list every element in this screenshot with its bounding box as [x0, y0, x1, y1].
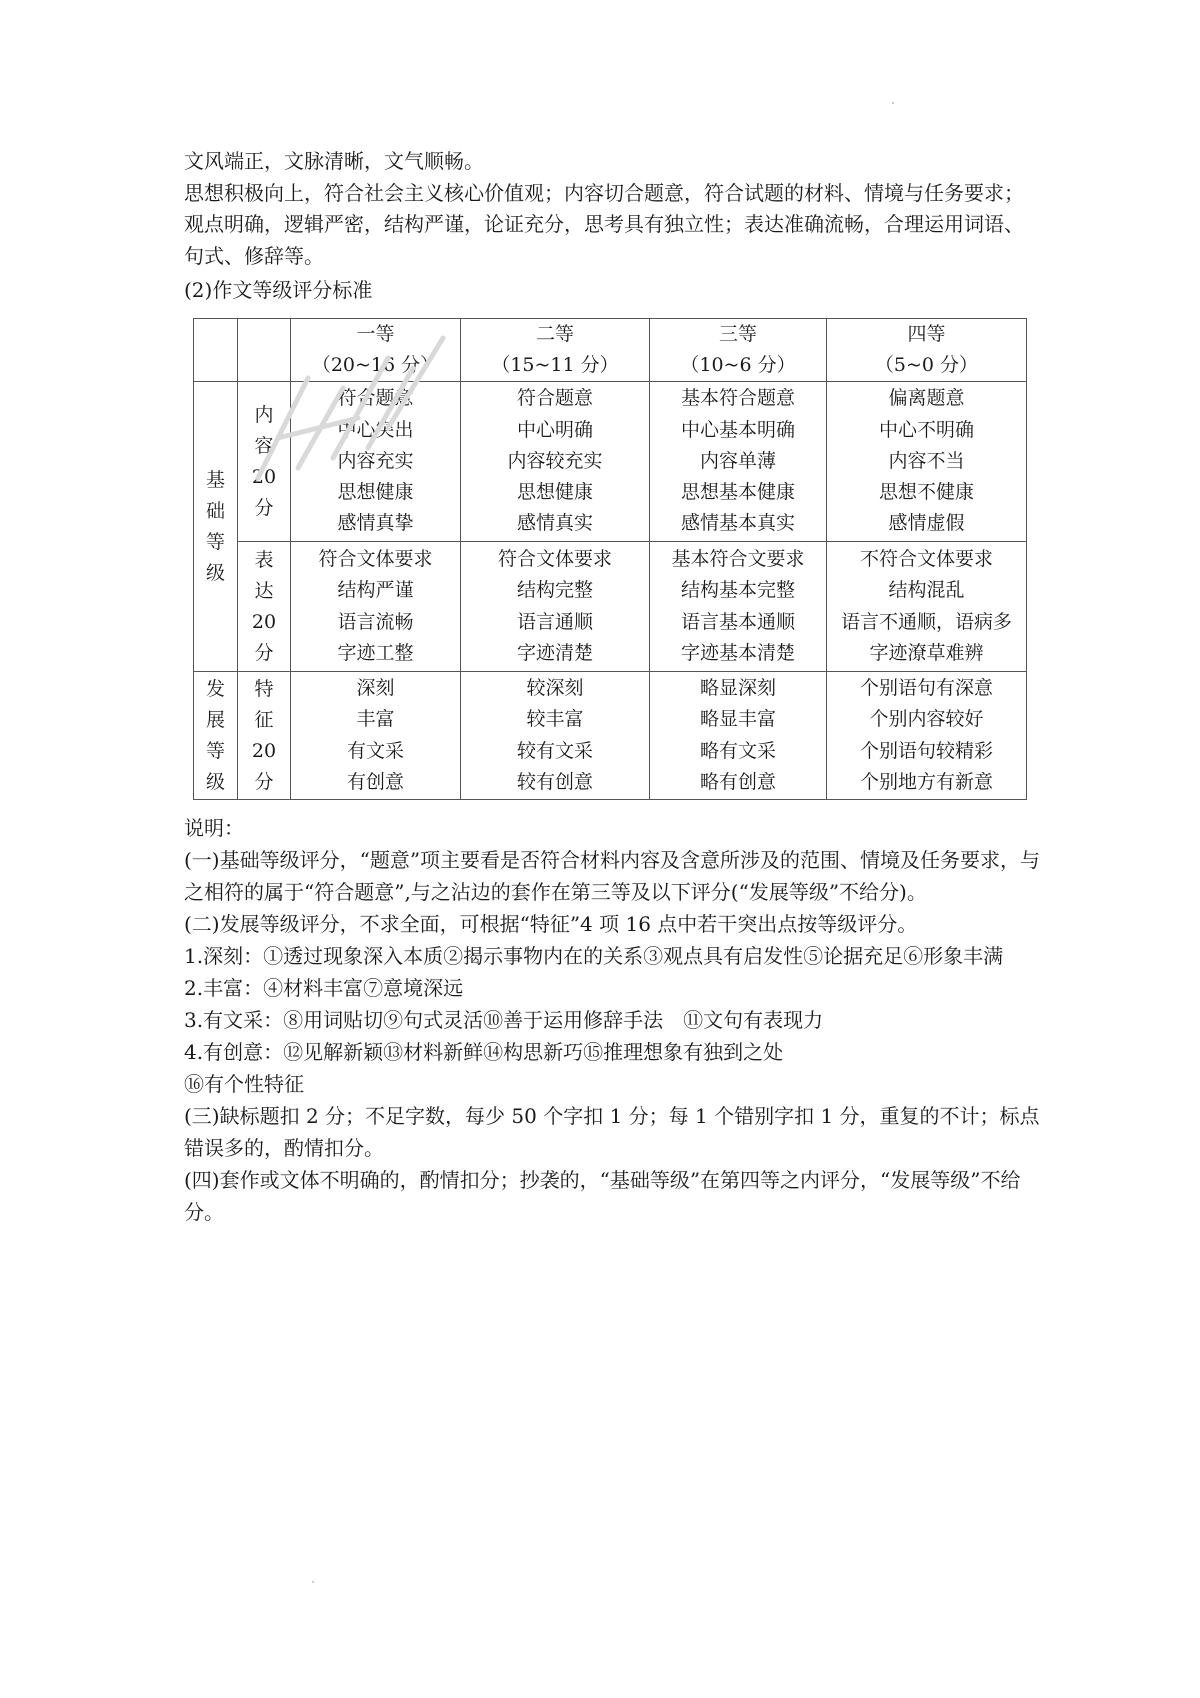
grade-header-3: 三等 （10~6 分）: [650, 319, 827, 382]
scoring-table: [193, 318, 1027, 800]
empty-corner-cell: [238, 319, 291, 382]
basic-level-label: 基 础 等 级: [194, 382, 238, 672]
feature-cell-grade-4: 个别语句有深意 个别内容较好 个别语句较精彩 个别地方有新意: [827, 672, 1027, 800]
point-creativity-cont: ⑯有个性特征: [184, 1072, 304, 1096]
content-cell-grade-1: 符合题意 中心突出 内容充实 思想健康 感情真挚: [291, 382, 461, 542]
content-cell-grade-3: 基本符合题意 中心基本明确 内容单薄 思想基本健康 感情基本真实: [650, 382, 827, 542]
note-deductions: (三)缺标题扣 2 分；不足字数，每少 50 个字扣 1 分；每 1 个错别字扣 1 分，重复的不计；标点错误多的，酌情扣分。: [184, 1104, 1040, 1160]
grade-header-2: 二等 （15~11 分）: [461, 319, 650, 382]
intro-line-2: 思想积极向上，符合社会主义核心价值观；内容切合题意，符合试题的材料、情境与任务要求；观点明确，逻辑严密，结构严谨，论证充分，思考具有独立性；表达准确流畅，合理运用词语、句式、修辞等。: [184, 180, 1024, 268]
feature-row: [194, 672, 1027, 800]
feature-cell-grade-1: 深刻 丰富 有文采 有创意: [291, 672, 461, 800]
section-label: (2)作文等级评分标准: [184, 278, 373, 302]
expression-cell-grade-2: 符合文体要求 结构完整 语言通顺 字迹清楚: [461, 542, 650, 672]
point-richness: 2.丰富：④材料丰富⑦意境深远: [184, 976, 464, 1000]
expression-row: [194, 542, 1027, 672]
note-development-grading: (二)发展等级评分，不求全面，可根据“特征”4 项 16 点中若干突出点按等级评分。: [184, 912, 918, 936]
expression-label: 表 达 20 分: [238, 542, 291, 672]
speck: [312, 1581, 314, 1583]
development-level-label: 发 展 等 级: [194, 672, 238, 800]
empty-corner-cell: [194, 319, 238, 382]
intro-text: [184, 146, 1034, 307]
expression-cell-grade-1: 符合文体要求 结构严谨 语言流畅 字迹工整: [291, 542, 461, 672]
grade-header-row: [194, 319, 1027, 382]
point-literary-grace: 3.有文采：⑧用词贴切⑨句式灵活⑩善于运用修辞手法 ⑪文句有表现力: [184, 1008, 824, 1032]
feature-label: 特 征 20 分: [238, 672, 291, 800]
content-cell-grade-4: 偏离题意 中心不明确 内容不当 思想不健康 感情虚假: [827, 382, 1027, 542]
speck: [892, 102, 894, 104]
expression-cell-grade-3: 基本符合文要求 结构基本完整 语言基本通顺 字迹基本清楚: [650, 542, 827, 672]
note-basic-grading: (一)基础等级评分，“题意”项主要看是否符合材料内容及含意所涉及的范围、情境及任务要求，与之相符的属于“符合题意”,与之沾边的套作在第三等及以下评分(“发展等级”不给分)。: [184, 848, 1041, 904]
content-label: 内 容 20 分: [238, 382, 291, 542]
notes-title: 说明：: [184, 816, 244, 840]
notes-section: [184, 812, 1044, 1228]
feature-cell-grade-2: 较深刻 较丰富 较有文采 较有创意: [461, 672, 650, 800]
grade-header-1: 一等 （20~16 分）: [291, 319, 461, 382]
point-creativity: 4.有创意：⑫见解新颖⑬材料新鲜⑭构思新巧⑮推理想象有独到之处: [184, 1040, 784, 1064]
intro-line-1: 文风端正，文脉清晰，文气顺畅。: [184, 149, 484, 173]
point-depth: 1.深刻：①透过现象深入本质②揭示事物内在的关系③观点具有启发性⑤论据充足⑥形象丰满: [184, 944, 1004, 968]
expression-cell-grade-4: 不符合文体要求 结构混乱 语言不通顺，语病多 字迹潦草难辨: [827, 542, 1027, 672]
content-cell-grade-2: 符合题意 中心明确 内容较充实 思想健康 感情真实: [461, 382, 650, 542]
feature-cell-grade-3: 略显深刻 略显丰富 略有文采 略有创意: [650, 672, 827, 800]
note-plagiarism: (四)套作或文体不明确的，酌情扣分；抄袭的，“基础等级”在第四等之内评分，“发展等级”不给分。: [184, 1168, 1021, 1224]
content-row: [194, 382, 1027, 542]
grade-header-4: 四等 （5~0 分）: [827, 319, 1027, 382]
